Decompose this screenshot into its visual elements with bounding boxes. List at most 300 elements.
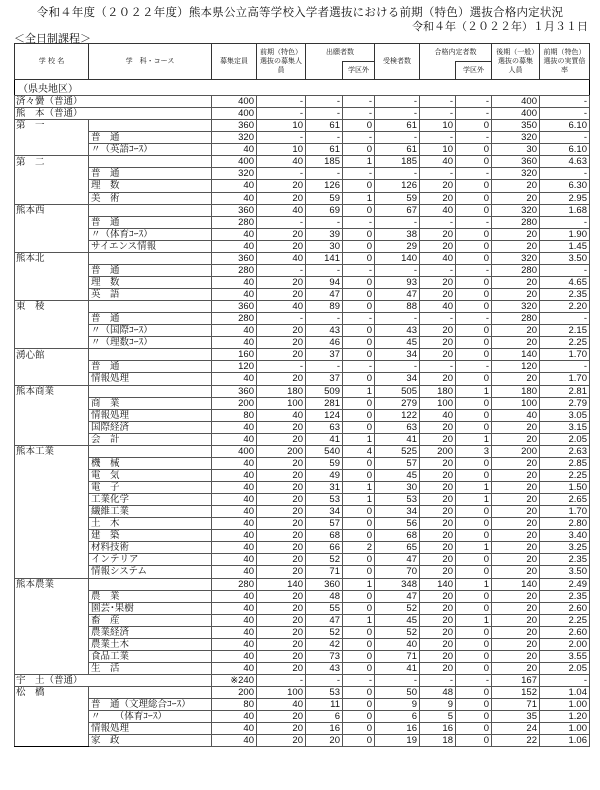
capacity-cell: 400 [212,108,257,120]
ratio-cell: 2.15 [540,325,590,337]
accepted-cell: - [420,108,456,120]
ratio-cell: 6.30 [540,180,590,192]
examinees-cell: - [375,216,420,228]
header-course: 学 科・コース [89,44,212,80]
capacity-cell: 40 [212,650,257,662]
capacity-cell: 40 [212,325,257,337]
ratio-cell: 3.25 [540,542,590,554]
header-applicants: 出願者数 [306,44,375,62]
accepted-cell: 200 [420,445,456,457]
capacity-cell: 40 [212,469,257,481]
course-row [15,313,590,325]
applicants-cell: 43 [306,325,343,337]
accepted-cell: 100 [420,397,456,409]
applicants-outside-cell: 0 [343,325,375,337]
applicants-cell: - [306,96,343,108]
late-quota-cell: 24 [492,723,540,735]
school-name-empty [15,469,89,481]
course-type-label: ＜全日制課程＞ [14,32,91,45]
capacity-cell: 320 [212,168,257,180]
ratio-cell: 2.25 [540,337,590,349]
accepted-cell: 20 [420,337,456,349]
applicants-outside-cell: 1 [343,482,375,494]
course-row [15,216,590,228]
examinees-cell: 45 [375,614,420,626]
course-row [15,469,590,481]
course-name [89,204,212,216]
course-row [15,699,590,711]
applicants-outside-cell: 1 [343,578,375,590]
applicants-cell: 6 [306,711,343,723]
examinees-cell: 88 [375,301,420,313]
applicants-cell: 16 [306,723,343,735]
school-name-empty [15,144,89,156]
applicants-cell: 48 [306,590,343,602]
capacity-cell: 40 [212,192,257,204]
capacity-cell: 40 [212,457,257,469]
applicants-outside-cell: 0 [343,735,375,747]
course-name: 美 術 [89,192,212,204]
examinees-cell: 40 [375,638,420,650]
applicants-cell: - [306,361,343,373]
examinees-cell: 126 [375,180,420,192]
applicants-outside-cell: 0 [343,240,375,252]
capacity-cell: 400 [212,96,257,108]
school-row [15,578,590,590]
header-accepted-outside: 学区外 [456,62,492,80]
examinees-cell: 71 [375,650,420,662]
course-name [89,252,212,264]
ratio-cell: 6.10 [540,144,590,156]
ratio-cell: 2.35 [540,289,590,301]
school-name-empty [15,409,89,421]
accepted-cell: 18 [420,735,456,747]
capacity-cell: 280 [212,578,257,590]
applicants-outside-cell: 0 [343,590,375,602]
accepted-outside-cell: 0 [456,240,492,252]
capacity-cell: 40 [212,554,257,566]
course-name: 普 通 [89,168,212,180]
course-name: インテリア [89,554,212,566]
early-quota-cell: 20 [257,602,306,614]
ratio-cell: - [540,108,590,120]
late-quota-cell: 20 [492,554,540,566]
applicants-outside-cell: 1 [343,192,375,204]
accepted-outside-cell: 0 [456,301,492,313]
ratio-cell: 2.80 [540,518,590,530]
capacity-cell: 400 [212,445,257,457]
examinees-cell: 348 [375,578,420,590]
course-row [15,554,590,566]
school-name-empty [15,373,89,385]
accepted-outside-cell: 0 [456,506,492,518]
capacity-cell: 40 [212,482,257,494]
course-row [15,494,590,506]
late-quota-cell: 200 [492,445,540,457]
examinees-cell: - [375,96,420,108]
accepted-outside-cell: 0 [456,337,492,349]
examinees-cell: 63 [375,421,420,433]
ratio-cell: 2.49 [540,578,590,590]
course-row [15,614,590,626]
course-row [15,530,590,542]
capacity-cell: 360 [212,204,257,216]
early-quota-cell: 20 [257,421,306,433]
ratio-cell: 1.50 [540,482,590,494]
early-quota-cell: - [257,361,306,373]
school-name: 熊本工業 [15,445,89,457]
capacity-cell: 360 [212,301,257,313]
examinees-cell: 57 [375,457,420,469]
applicants-outside-cell: 0 [343,469,375,481]
applicants-cell: - [306,168,343,180]
examinees-cell: 34 [375,373,420,385]
applicants-cell: - [306,675,343,687]
school-name-empty [15,699,89,711]
course-name [89,385,212,397]
school-name-empty [15,723,89,735]
accepted-cell: 20 [420,506,456,518]
applicants-cell: 41 [306,433,343,445]
course-name: 家 政 [89,735,212,747]
early-quota-cell: 20 [257,518,306,530]
early-quota-cell: - [257,168,306,180]
late-quota-cell: 167 [492,675,540,687]
examinees-cell: 61 [375,144,420,156]
accepted-outside-cell: - [456,264,492,276]
applicants-cell: - [306,108,343,120]
late-quota-cell: 20 [492,180,540,192]
late-quota-cell: 20 [492,457,540,469]
school-name: 松 橋 [15,687,89,699]
school-name-empty [15,542,89,554]
early-quota-cell: - [257,132,306,144]
school-name-empty [15,168,89,180]
school-name-empty [15,650,89,662]
course-name: 電 子 [89,482,212,494]
course-row [15,409,590,421]
examinees-cell: 6 [375,711,420,723]
late-quota-cell: 20 [492,626,540,638]
ratio-cell: 2.79 [540,397,590,409]
accepted-cell: 20 [420,325,456,337]
accepted-outside-cell: 0 [456,276,492,288]
school-name-empty [15,180,89,192]
ratio-cell: 3.55 [540,650,590,662]
course-row [15,433,590,445]
ratio-cell: - [540,96,590,108]
course-name [89,578,212,590]
accepted-cell: 20 [420,542,456,554]
early-quota-cell: 20 [257,325,306,337]
late-quota-cell: 400 [492,96,540,108]
applicants-outside-cell: 0 [343,723,375,735]
late-quota-cell: 280 [492,313,540,325]
accepted-outside-cell: - [456,313,492,325]
course-row [15,638,590,650]
early-quota-cell: 20 [257,542,306,554]
accepted-cell: 10 [420,120,456,132]
header-school: 学 校 名 [15,44,89,80]
capacity-cell: 40 [212,337,257,349]
applicants-cell: 34 [306,506,343,518]
course-row [15,506,590,518]
capacity-cell: 40 [212,518,257,530]
accepted-cell: - [420,313,456,325]
capacity-cell: 40 [212,506,257,518]
course-name [89,687,212,699]
examinees-cell: 140 [375,252,420,264]
accepted-cell: 20 [420,662,456,674]
header-late-quota: 後期（一般）選抜の募集人員 [492,44,540,80]
ratio-cell: 1.68 [540,204,590,216]
examinees-cell: 67 [375,204,420,216]
school-name-empty [15,638,89,650]
accepted-outside-cell: 0 [456,530,492,542]
early-quota-cell: 40 [257,252,306,264]
accepted-outside-cell: 0 [456,638,492,650]
accepted-outside-cell: 0 [456,735,492,747]
header-applicants-blank [306,62,343,80]
course-name: 食品工業 [89,650,212,662]
school-name-empty [15,264,89,276]
ratio-cell: 2.95 [540,192,590,204]
course-name: 普 通 [89,313,212,325]
ratio-cell: 4.63 [540,156,590,168]
examinees-cell: 59 [375,192,420,204]
late-quota-cell: 35 [492,711,540,723]
course-row [15,662,590,674]
accepted-outside-cell: 0 [456,566,492,578]
early-quota-cell: 200 [257,445,306,457]
applicants-cell: 30 [306,240,343,252]
applicants-outside-cell: 0 [343,699,375,711]
course-name: 会 計 [89,433,212,445]
course-row [15,590,590,602]
examinees-cell: - [375,313,420,325]
capacity-cell: 40 [212,494,257,506]
course-row [15,723,590,735]
ratio-cell: - [540,361,590,373]
capacity-cell: 40 [212,566,257,578]
examinees-cell: 30 [375,482,420,494]
capacity-cell: 40 [212,373,257,385]
ratio-cell: 3.50 [540,252,590,264]
accepted-outside-cell: 0 [456,518,492,530]
capacity-cell: 80 [212,699,257,711]
accepted-outside-cell: 0 [456,687,492,699]
applicants-outside-cell: 1 [343,614,375,626]
applicants-outside-cell: 0 [343,120,375,132]
school-name-empty [15,614,89,626]
late-quota-cell: 280 [492,264,540,276]
ratio-cell: 1.04 [540,687,590,699]
course-row [15,397,590,409]
late-quota-cell: 20 [492,240,540,252]
accepted-cell: - [420,361,456,373]
applicants-cell: 59 [306,457,343,469]
early-quota-cell: 20 [257,723,306,735]
applicants-outside-cell: 0 [343,397,375,409]
course-name: 材料技術 [89,542,212,554]
early-quota-cell: 20 [257,626,306,638]
examinees-cell: 56 [375,518,420,530]
capacity-cell: 40 [212,240,257,252]
early-quota-cell: - [257,675,306,687]
capacity-cell: 360 [212,120,257,132]
applicants-outside-cell: - [343,675,375,687]
accepted-cell: 20 [420,530,456,542]
ratio-cell: - [540,216,590,228]
accepted-cell: - [420,216,456,228]
capacity-cell: 120 [212,361,257,373]
examinees-cell: 50 [375,687,420,699]
ratio-cell: - [540,264,590,276]
examinees-cell: - [375,168,420,180]
applicants-outside-cell: 0 [343,337,375,349]
early-quota-cell: 20 [257,337,306,349]
course-row [15,626,590,638]
accepted-outside-cell: 1 [456,482,492,494]
applicants-outside-cell: 0 [343,301,375,313]
header-capacity: 募集定員 [212,44,257,80]
course-row [15,735,590,747]
applicants-outside-cell: 0 [343,566,375,578]
applicants-outside-cell: - [343,168,375,180]
early-quota-cell: 40 [257,699,306,711]
applicants-cell: 66 [306,542,343,554]
late-quota-cell: 20 [492,494,540,506]
accepted-outside-cell: - [456,675,492,687]
applicants-cell: 52 [306,626,343,638]
applicants-outside-cell: - [343,108,375,120]
capacity-cell: 40 [212,590,257,602]
school-name: 済々黌（普通） [15,96,212,108]
applicants-outside-cell: 0 [343,276,375,288]
applicants-cell: 57 [306,518,343,530]
late-quota-cell: 40 [492,409,540,421]
accepted-outside-cell: 0 [456,373,492,385]
course-row [15,542,590,554]
applicants-cell: 49 [306,469,343,481]
school-name-empty [15,494,89,506]
examinees-cell: 9 [375,699,420,711]
course-row [15,361,590,373]
header-accepted-blank [420,62,456,80]
ratio-cell: - [540,168,590,180]
accepted-cell: - [420,675,456,687]
ratio-cell: 2.25 [540,614,590,626]
course-row [15,566,590,578]
applicants-cell: - [306,216,343,228]
applicants-cell: 540 [306,445,343,457]
school-name-empty [15,421,89,433]
late-quota-cell: 320 [492,204,540,216]
accepted-cell: 20 [420,373,456,385]
ratio-cell: - [540,132,590,144]
school-name-empty [15,554,89,566]
ratio-cell: 2.25 [540,469,590,481]
capacity-cell: ※240 [212,675,257,687]
accepted-cell: 40 [420,252,456,264]
school-row [15,156,590,168]
applicants-cell: 46 [306,337,343,349]
course-name: 情報処理 [89,373,212,385]
accepted-outside-cell: 0 [456,711,492,723]
late-quota-cell: 22 [492,735,540,747]
accepted-outside-cell: - [456,168,492,180]
late-quota-cell: 180 [492,385,540,397]
late-quota-cell: 20 [492,662,540,674]
examinees-cell: 505 [375,385,420,397]
accepted-outside-cell: 0 [456,662,492,674]
applicants-outside-cell: 1 [343,494,375,506]
ratio-cell: - [540,675,590,687]
applicants-outside-cell: 0 [343,204,375,216]
applicants-outside-cell: 0 [343,373,375,385]
accepted-outside-cell: - [456,108,492,120]
applicants-outside-cell: 0 [343,711,375,723]
course-name: 情報処理 [89,409,212,421]
late-quota-cell: 350 [492,120,540,132]
late-quota-cell: 20 [492,373,540,385]
capacity-cell: 40 [212,626,257,638]
applicants-outside-cell: 0 [343,638,375,650]
late-quota-cell: 20 [492,602,540,614]
ratio-cell: 1.45 [540,240,590,252]
course-row [15,518,590,530]
course-name: 機 械 [89,457,212,469]
examinees-cell: 53 [375,494,420,506]
early-quota-cell: - [257,108,306,120]
school-name: 湧心館 [15,349,89,361]
school-name-empty [15,711,89,723]
capacity-cell: 280 [212,313,257,325]
course-row [15,421,590,433]
school-row [15,385,590,397]
applicants-outside-cell: - [343,132,375,144]
ratio-cell: 1.90 [540,228,590,240]
accepted-cell: 20 [420,566,456,578]
applicants-outside-cell: 0 [343,530,375,542]
late-quota-cell: 152 [492,687,540,699]
capacity-cell: 280 [212,264,257,276]
accepted-outside-cell: 0 [456,120,492,132]
school-row [15,301,590,313]
accepted-outside-cell: - [456,132,492,144]
accepted-outside-cell: 1 [456,578,492,590]
applicants-cell: 69 [306,204,343,216]
header-applicants-outside: 学区外 [343,62,375,80]
examinees-cell: 185 [375,156,420,168]
accepted-outside-cell: 0 [456,469,492,481]
early-quota-cell: 10 [257,144,306,156]
accepted-cell: 20 [420,289,456,301]
late-quota-cell: 20 [492,276,540,288]
course-name [89,445,212,457]
early-quota-cell: 20 [257,289,306,301]
school-row [15,445,590,457]
late-quota-cell: 320 [492,168,540,180]
ratio-cell: 1.70 [540,373,590,385]
course-row [15,168,590,180]
course-name: 〃 （体育ｺｰｽ） [89,711,212,723]
applicants-cell: - [306,264,343,276]
course-name: 電 気 [89,469,212,481]
course-name [89,301,212,313]
capacity-cell: 360 [212,252,257,264]
ratio-cell: 2.20 [540,301,590,313]
